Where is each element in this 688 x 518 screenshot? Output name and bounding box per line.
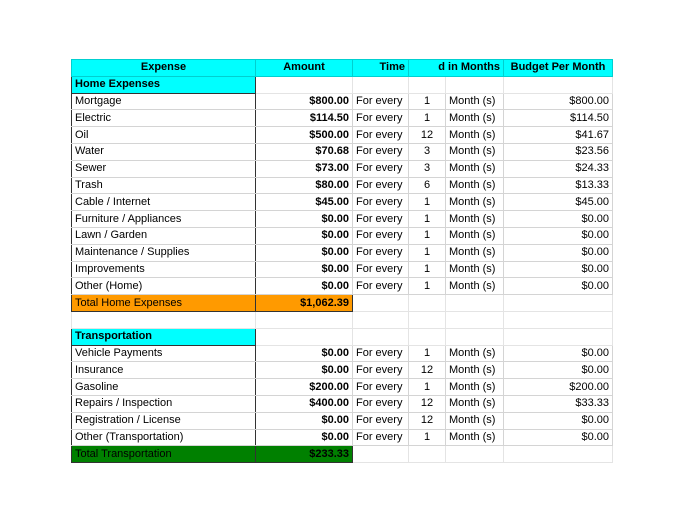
empty-cell[interactable] — [353, 446, 409, 463]
expense-name-cell[interactable]: Lawn / Garden — [72, 227, 256, 244]
empty-cell[interactable] — [353, 76, 409, 93]
expense-name-cell[interactable]: Oil — [72, 127, 256, 144]
amount-cell[interactable]: $0.00 — [256, 345, 353, 362]
budget-per-month-cell[interactable]: $0.00 — [504, 227, 613, 244]
amount-cell[interactable]: $0.00 — [256, 227, 353, 244]
month-unit-cell[interactable]: Month (s) — [446, 379, 504, 396]
months-count-cell[interactable]: 1 — [409, 379, 446, 396]
months-count-cell[interactable]: 12 — [409, 127, 446, 144]
time-cell[interactable]: For every — [353, 177, 409, 194]
empty-cell[interactable] — [446, 295, 504, 312]
budget-per-month-cell[interactable]: $0.00 — [504, 211, 613, 228]
total-label-cell[interactable]: Total Home Expenses — [72, 295, 256, 312]
empty-cell[interactable] — [504, 76, 613, 93]
table-row — [72, 345, 613, 362]
home-section-row — [72, 76, 613, 93]
table-row — [72, 412, 613, 429]
table-row — [72, 227, 613, 244]
empty-cell[interactable] — [256, 311, 353, 328]
expense-name-cell[interactable]: Furniture / Appliances — [72, 211, 256, 228]
header-amount[interactable]: Amount — [256, 60, 353, 77]
month-unit-cell[interactable]: Month (s) — [446, 177, 504, 194]
expense-name-cell[interactable]: Gasoline — [72, 379, 256, 396]
months-count-cell[interactable]: 3 — [409, 143, 446, 160]
budget-per-month-cell[interactable]: $24.33 — [504, 160, 613, 177]
empty-cell[interactable] — [409, 446, 446, 463]
budget-per-month-cell[interactable]: $0.00 — [504, 278, 613, 295]
empty-cell[interactable] — [446, 446, 504, 463]
budget-per-month-cell[interactable]: $45.00 — [504, 194, 613, 211]
expense-table — [71, 59, 613, 463]
empty-cell[interactable] — [504, 328, 613, 345]
month-unit-cell[interactable]: Month (s) — [446, 362, 504, 379]
months-count-cell[interactable]: 1 — [409, 93, 446, 110]
total-row — [72, 295, 613, 312]
months-count-cell[interactable]: 1 — [409, 244, 446, 261]
table-row — [72, 362, 613, 379]
month-unit-cell[interactable]: Month (s) — [446, 110, 504, 127]
expense-name-cell[interactable]: Other (Home) — [72, 278, 256, 295]
budget-per-month-cell[interactable]: $23.56 — [504, 143, 613, 160]
expense-name-cell[interactable]: Sewer — [72, 160, 256, 177]
time-cell[interactable]: For every — [353, 143, 409, 160]
header-expense[interactable]: Expense — [72, 60, 256, 77]
home-section-title[interactable]: Home Expenses — [72, 76, 256, 93]
budget-spreadsheet — [71, 59, 613, 463]
expense-name-cell[interactable]: Electric — [72, 110, 256, 127]
budget-per-month-cell[interactable]: $0.00 — [504, 345, 613, 362]
transport-section-row — [72, 328, 613, 345]
month-unit-cell[interactable]: Month (s) — [446, 429, 504, 446]
month-unit-cell[interactable]: Month (s) — [446, 261, 504, 278]
header-period[interactable]: d in Months — [409, 60, 504, 77]
amount-cell[interactable]: $114.50 — [256, 110, 353, 127]
expense-name-cell[interactable]: Trash — [72, 177, 256, 194]
empty-cell[interactable] — [446, 311, 504, 328]
months-count-cell[interactable]: 12 — [409, 362, 446, 379]
amount-cell[interactable]: $0.00 — [256, 278, 353, 295]
amount-cell[interactable]: $200.00 — [256, 379, 353, 396]
time-cell[interactable]: For every — [353, 194, 409, 211]
months-count-cell[interactable]: 1 — [409, 110, 446, 127]
budget-per-month-cell[interactable]: $0.00 — [504, 362, 613, 379]
months-count-cell[interactable]: 1 — [409, 345, 446, 362]
budget-per-month-cell[interactable]: $0.00 — [504, 261, 613, 278]
table-row — [72, 429, 613, 446]
month-unit-cell[interactable]: Month (s) — [446, 345, 504, 362]
budget-per-month-cell[interactable]: $0.00 — [504, 244, 613, 261]
months-count-cell[interactable]: 1 — [409, 227, 446, 244]
total-label-cell[interactable]: Total Transportation — [72, 446, 256, 463]
table-row — [72, 194, 613, 211]
budget-per-month-cell[interactable]: $0.00 — [504, 429, 613, 446]
empty-cell[interactable] — [446, 76, 504, 93]
empty-cell[interactable] — [72, 311, 256, 328]
empty-cell[interactable] — [409, 311, 446, 328]
expense-name-cell[interactable]: Repairs / Inspection — [72, 395, 256, 412]
month-unit-cell[interactable]: Month (s) — [446, 278, 504, 295]
amount-cell[interactable]: $0.00 — [256, 412, 353, 429]
amount-cell[interactable]: $400.00 — [256, 395, 353, 412]
budget-per-month-cell[interactable]: $33.33 — [504, 395, 613, 412]
months-count-cell[interactable]: 1 — [409, 278, 446, 295]
months-count-cell[interactable]: 12 — [409, 412, 446, 429]
months-count-cell[interactable]: 6 — [409, 177, 446, 194]
empty-cell[interactable] — [446, 328, 504, 345]
time-cell[interactable]: For every — [353, 379, 409, 396]
budget-per-month-cell[interactable]: $200.00 — [504, 379, 613, 396]
expense-name-cell[interactable]: Insurance — [72, 362, 256, 379]
amount-cell[interactable]: $0.00 — [256, 261, 353, 278]
time-cell[interactable]: For every — [353, 395, 409, 412]
table-row — [72, 278, 613, 295]
table-row — [72, 127, 613, 144]
table-row — [72, 160, 613, 177]
month-unit-cell[interactable]: Month (s) — [446, 194, 504, 211]
amount-cell[interactable]: $45.00 — [256, 194, 353, 211]
time-cell[interactable]: For every — [353, 429, 409, 446]
expense-name-cell[interactable]: Water — [72, 143, 256, 160]
months-count-cell[interactable]: 1 — [409, 211, 446, 228]
table-row — [72, 211, 613, 228]
table-row — [72, 93, 613, 110]
empty-cell[interactable] — [353, 295, 409, 312]
month-unit-cell[interactable]: Month (s) — [446, 211, 504, 228]
amount-cell[interactable]: $0.00 — [256, 211, 353, 228]
months-count-cell[interactable]: 1 — [409, 261, 446, 278]
time-cell[interactable]: For every — [353, 93, 409, 110]
months-count-cell[interactable]: 3 — [409, 160, 446, 177]
amount-cell[interactable]: $800.00 — [256, 93, 353, 110]
empty-cell[interactable] — [409, 328, 446, 345]
empty-cell[interactable] — [504, 295, 613, 312]
expense-name-cell[interactable]: Other (Transportation) — [72, 429, 256, 446]
header-budget[interactable]: Budget Per Month — [504, 60, 613, 77]
month-unit-cell[interactable]: Month (s) — [446, 244, 504, 261]
amount-cell[interactable]: $500.00 — [256, 127, 353, 144]
expense-name-cell[interactable]: Cable / Internet — [72, 194, 256, 211]
budget-per-month-cell[interactable]: $0.00 — [504, 412, 613, 429]
expense-name-cell[interactable]: Maintenance / Supplies — [72, 244, 256, 261]
amount-cell[interactable]: $70.68 — [256, 143, 353, 160]
table-row — [72, 395, 613, 412]
months-count-cell[interactable]: 1 — [409, 194, 446, 211]
time-cell[interactable]: For every — [353, 160, 409, 177]
table-row — [72, 261, 613, 278]
empty-cell[interactable] — [504, 311, 613, 328]
month-unit-cell[interactable]: Month (s) — [446, 93, 504, 110]
empty-cell[interactable] — [256, 76, 353, 93]
empty-cell[interactable] — [504, 446, 613, 463]
month-unit-cell[interactable]: Month (s) — [446, 160, 504, 177]
month-unit-cell[interactable]: Month (s) — [446, 412, 504, 429]
total-row — [72, 446, 613, 463]
time-cell[interactable]: For every — [353, 412, 409, 429]
time-cell[interactable]: For every — [353, 345, 409, 362]
month-unit-cell[interactable]: Month (s) — [446, 395, 504, 412]
budget-per-month-cell[interactable]: $13.33 — [504, 177, 613, 194]
expense-name-cell[interactable]: Registration / License — [72, 412, 256, 429]
time-cell[interactable]: For every — [353, 211, 409, 228]
empty-cell[interactable] — [256, 328, 353, 345]
empty-cell[interactable] — [409, 295, 446, 312]
budget-per-month-cell[interactable]: $800.00 — [504, 93, 613, 110]
amount-cell[interactable]: $0.00 — [256, 362, 353, 379]
transport-section-title[interactable]: Transportation — [72, 328, 256, 345]
expense-name-cell[interactable]: Mortgage — [72, 93, 256, 110]
expense-name-cell[interactable]: Vehicle Payments — [72, 345, 256, 362]
table-row — [72, 143, 613, 160]
month-unit-cell[interactable]: Month (s) — [446, 227, 504, 244]
time-cell[interactable]: For every — [353, 244, 409, 261]
months-count-cell[interactable]: 12 — [409, 395, 446, 412]
time-cell[interactable]: For every — [353, 127, 409, 144]
amount-cell[interactable]: $73.00 — [256, 160, 353, 177]
table-row — [72, 177, 613, 194]
month-unit-cell[interactable]: Month (s) — [446, 127, 504, 144]
month-unit-cell[interactable]: Month (s) — [446, 143, 504, 160]
total-amount-cell[interactable]: $1,062.39 — [256, 295, 353, 312]
empty-cell[interactable] — [409, 76, 446, 93]
budget-per-month-cell[interactable]: $41.67 — [504, 127, 613, 144]
time-cell[interactable]: For every — [353, 227, 409, 244]
empty-cell[interactable] — [353, 311, 409, 328]
header-row — [72, 60, 613, 77]
table-row — [72, 110, 613, 127]
time-cell[interactable]: For every — [353, 362, 409, 379]
table-row — [72, 379, 613, 396]
time-cell[interactable]: For every — [353, 261, 409, 278]
time-cell[interactable]: For every — [353, 278, 409, 295]
budget-per-month-cell[interactable]: $114.50 — [504, 110, 613, 127]
blank-row — [72, 311, 613, 328]
months-count-cell[interactable]: 1 — [409, 429, 446, 446]
amount-cell[interactable]: $0.00 — [256, 429, 353, 446]
empty-cell[interactable] — [353, 328, 409, 345]
total-amount-cell[interactable]: $233.33 — [256, 446, 353, 463]
table-row — [72, 244, 613, 261]
time-cell[interactable]: For every — [353, 110, 409, 127]
amount-cell[interactable]: $0.00 — [256, 244, 353, 261]
expense-name-cell[interactable]: Improvements — [72, 261, 256, 278]
amount-cell[interactable]: $80.00 — [256, 177, 353, 194]
header-time[interactable]: Time — [353, 60, 409, 77]
